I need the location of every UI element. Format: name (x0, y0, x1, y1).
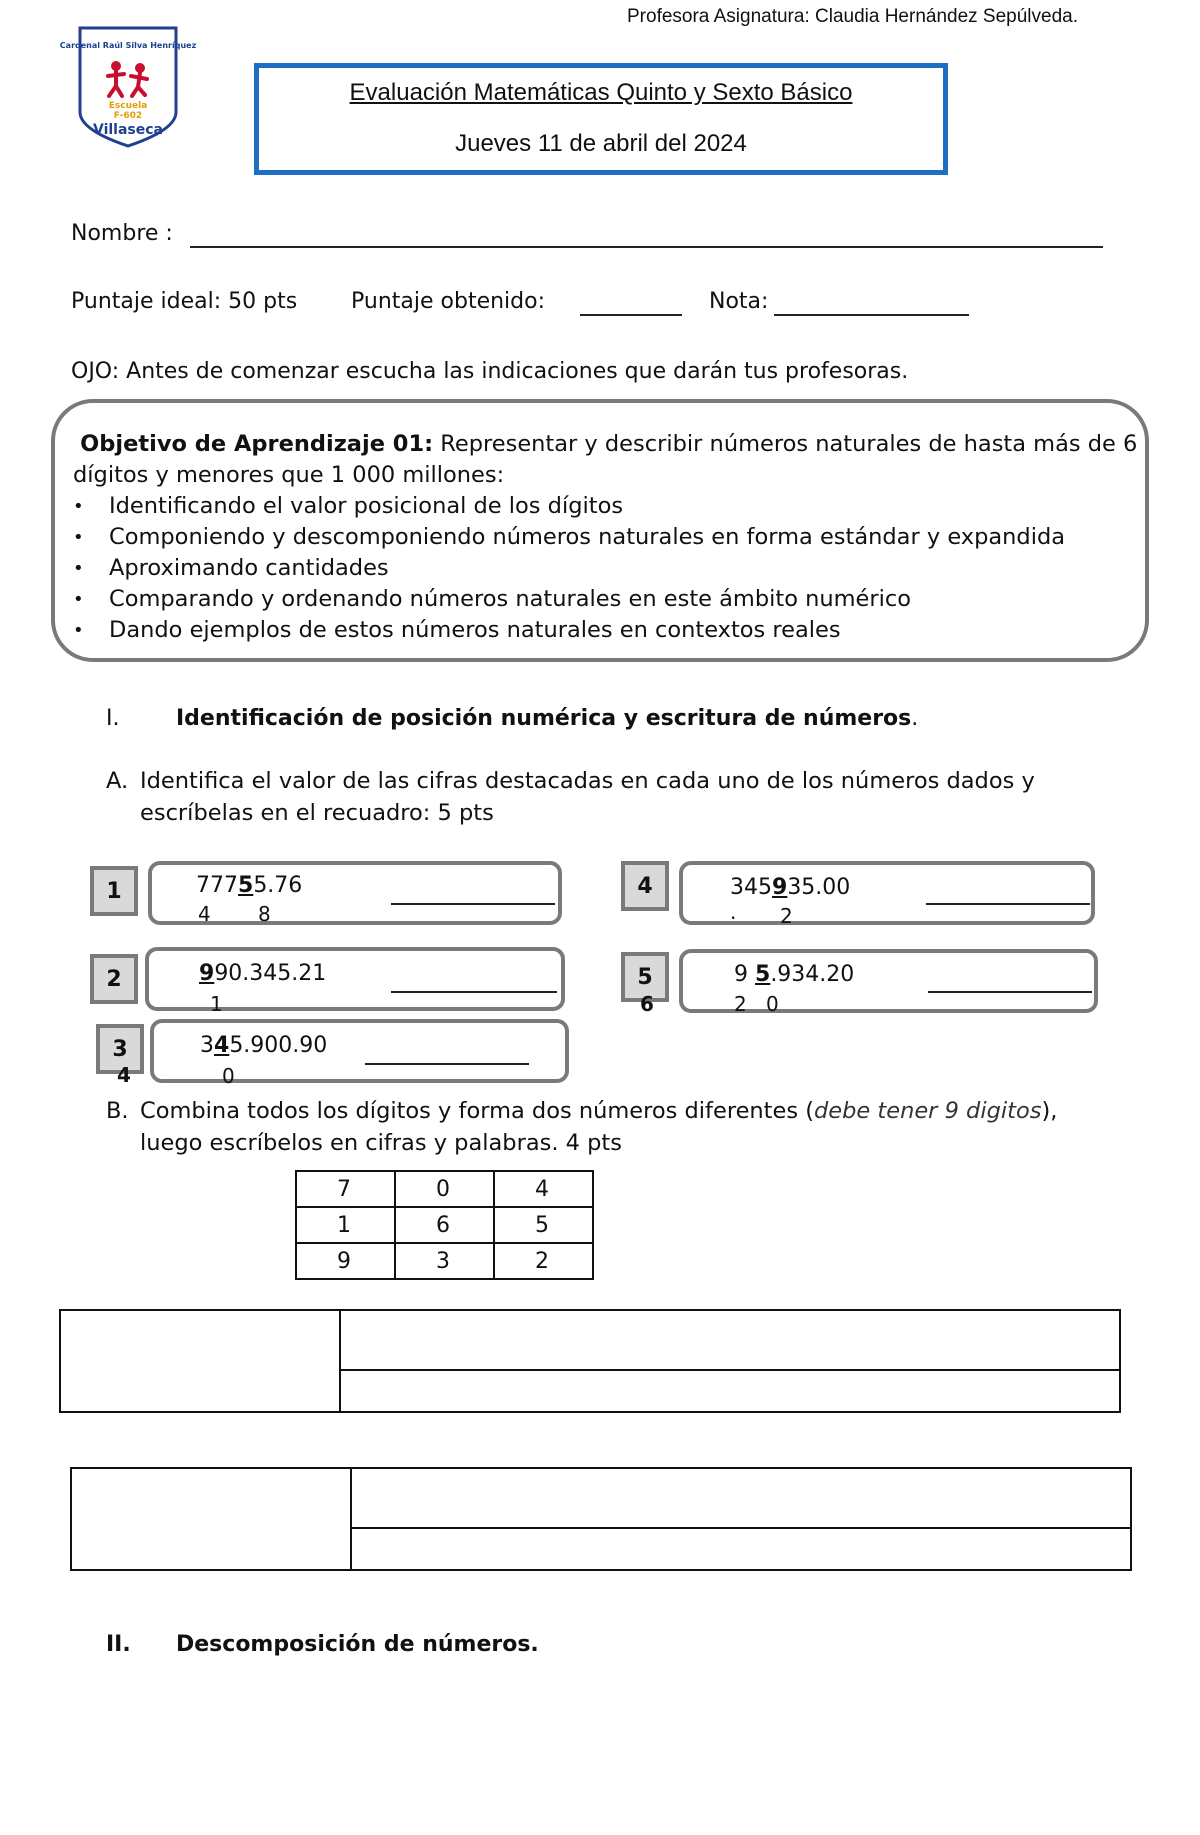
objective-label: Objetivo de Aprendizaje 01: (80, 431, 434, 457)
objective-text (73, 429, 1143, 646)
objective-item: • Aproximando cantidades (73, 553, 1143, 584)
number-part: 9 (734, 962, 755, 987)
highlighted-digit: 5 (238, 873, 254, 898)
logo-school: Escuela (108, 101, 148, 111)
digits-answer-cell[interactable] (352, 1469, 1130, 1529)
logo-code: F-602 (113, 111, 143, 121)
number-2 (199, 961, 326, 986)
exam-date: Jueves 11 de abril del 2024 (455, 130, 747, 157)
number-part: 777 (196, 873, 238, 898)
item-number-extra: 6 (640, 992, 654, 1016)
objective-box (51, 399, 1149, 662)
section-1-title: Identificación de posición numérica y escritura de números (176, 706, 912, 731)
number-part: 5.76 (253, 873, 303, 898)
section-1-title-end: . (911, 706, 919, 731)
part-a-letter: A. (106, 768, 129, 794)
obtained-score-field[interactable] (580, 314, 682, 316)
item-number: 3 (112, 1036, 128, 1062)
item-number-extra: 4 (117, 1063, 131, 1087)
digit-cell: 7 (296, 1171, 395, 1207)
number-5-extra: 2 (734, 992, 747, 1016)
ideal-score: Puntaje ideal: 50 pts (71, 289, 298, 314)
part-b-letter: B. (106, 1098, 129, 1124)
table-row (296, 1243, 593, 1279)
objective-item: • Dando ejemplos de estos números naturales en contextos reales (73, 615, 1143, 646)
words-answer-cell[interactable] (341, 1371, 1119, 1411)
name-label: Nombre : (71, 221, 173, 246)
answer-line-4[interactable] (926, 903, 1090, 905)
grade-field[interactable] (774, 314, 969, 316)
objective-item: • Identificando el valor posicional de los dígitos (73, 491, 1143, 522)
obtained-score-label: Puntaje obtenido: (351, 289, 545, 314)
answer-line-3[interactable] (365, 1063, 529, 1065)
number-2-extra: 1 (210, 992, 223, 1016)
grade-label: Nota: (709, 289, 769, 314)
number-5-extra: 0 (766, 992, 779, 1016)
instructions-note: OJO: Antes de comenzar escucha las indicaciones que darán tus profesoras. (71, 359, 909, 384)
item-number: 1 (106, 878, 122, 904)
number-5 (734, 962, 854, 987)
number-4-extra: . (730, 900, 737, 924)
objective-item: • Comparando y ordenando números naturales en este ámbito numérico (73, 584, 1143, 615)
section-1-heading (176, 706, 918, 731)
logo-arc-text: Cardenal Raúl Silva Henríquez (59, 41, 197, 50)
number-part: 90.345.21 (214, 961, 327, 986)
table-row (296, 1171, 593, 1207)
number-part: 345 (730, 875, 772, 900)
number-part: 3 (200, 1033, 214, 1058)
part-b-text: Combina todos los dígitos y forma dos números diferentes ( (140, 1098, 815, 1124)
answer-line-1[interactable] (391, 903, 555, 905)
digit-cell: 2 (494, 1243, 593, 1279)
answer-table-1 (59, 1309, 1121, 1413)
words-answer-cell[interactable] (352, 1529, 1130, 1569)
number-3-extra: 0 (222, 1064, 235, 1088)
digits-table (295, 1170, 594, 1280)
objective-item: • Componiendo y descomponiendo números naturales en forma estándar y expandida (73, 522, 1143, 553)
number-cell[interactable] (72, 1469, 352, 1569)
highlighted-digit: 5 (755, 962, 771, 987)
item-number-box (621, 861, 669, 911)
digit-cell: 4 (494, 1171, 593, 1207)
item-number-box (90, 954, 138, 1004)
teacher-name: Profesora Asignatura: Claudia Hernández Sepúlveda. (627, 6, 1079, 27)
number-4-extra: 2 (780, 904, 793, 928)
section-1-number: I. (106, 706, 120, 731)
number-1-extra: 4 (198, 902, 211, 926)
digit-cell: 1 (296, 1207, 395, 1243)
logo-place: Villaseca (92, 122, 164, 138)
number-3 (200, 1033, 327, 1058)
number-1 (196, 873, 302, 898)
item-number-box (90, 866, 138, 916)
objective-list (73, 491, 1143, 646)
part-b-italic-note: debe tener 9 digitos (814, 1098, 1042, 1124)
exam-title: Evaluación Matemáticas Quinto y Sexto Básico (349, 79, 853, 106)
part-b-text: ), luego escríbelos en cifras y palabras. 4 pts (140, 1098, 1058, 1156)
item-number: 2 (106, 966, 122, 992)
digit-cell: 3 (395, 1243, 494, 1279)
title-box (254, 63, 948, 175)
school-logo (59, 24, 197, 148)
highlighted-digit: 9 (199, 961, 215, 986)
objective-description: Representar y describir números naturales de hasta más de 6 dígitos y menores que 1 000 millones: (73, 431, 1138, 488)
highlighted-digit: 9 (772, 875, 788, 900)
item-number: 4 (637, 873, 653, 899)
digits-answer-cell[interactable] (341, 1311, 1119, 1371)
section-2-title: Descomposición de números. (176, 1632, 539, 1657)
number-1-extra: 8 (258, 902, 271, 926)
section-2-number: II. (106, 1632, 131, 1657)
answer-line-5[interactable] (928, 991, 1092, 993)
number-part: 35.00 (787, 875, 851, 900)
item-number: 5 (637, 964, 653, 990)
digit-cell: 0 (395, 1171, 494, 1207)
number-part: .934.20 (770, 962, 855, 987)
part-a-instructions: Identifica el valor de las cifras destacadas en cada uno de los números dados y escríbelas en el recuadro: 5 pts (140, 768, 1035, 826)
number-cell[interactable] (61, 1311, 341, 1411)
highlighted-digit: 4 (214, 1033, 230, 1058)
digit-cell: 9 (296, 1243, 395, 1279)
answer-table-2 (70, 1467, 1132, 1571)
table-row (296, 1207, 593, 1243)
name-field[interactable] (190, 246, 1103, 248)
digit-cell: 6 (395, 1207, 494, 1243)
number-4 (730, 875, 850, 900)
digit-cell: 5 (494, 1207, 593, 1243)
part-b-instructions (140, 1095, 1100, 1159)
answer-line-2[interactable] (391, 991, 557, 993)
number-part: 5.900.90 (229, 1033, 328, 1058)
